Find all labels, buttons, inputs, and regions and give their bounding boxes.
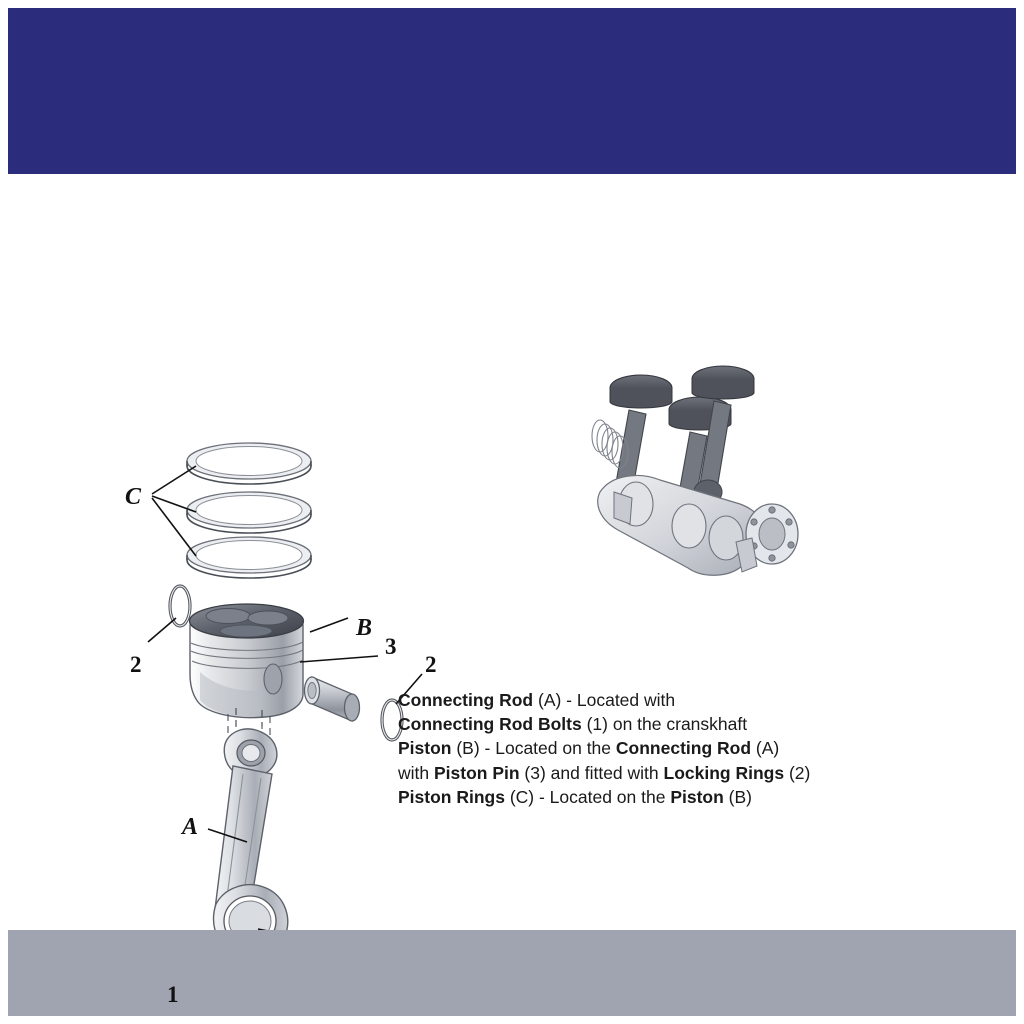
legend-part-name: Locking Rings bbox=[663, 762, 785, 783]
legend-part-text: (B) - Located on the bbox=[451, 738, 616, 759]
footer-band bbox=[8, 930, 1016, 1016]
legend-part-name: Connecting Rod bbox=[398, 690, 534, 710]
legend-part-text: (3) and fitted with bbox=[519, 762, 664, 783]
callout-c: C bbox=[125, 484, 142, 510]
leader-line-2-left bbox=[148, 618, 176, 642]
legend-part-text: (1) on the cranskhaft bbox=[581, 714, 748, 735]
legend-part-text: (A) - Located with bbox=[533, 690, 676, 710]
callout-b: B bbox=[356, 615, 373, 641]
legend-line bbox=[398, 761, 868, 785]
connecting-rod-group bbox=[214, 729, 288, 930]
exploded-view-diagram bbox=[0, 174, 1024, 1007]
callout-2-left: 2 bbox=[130, 652, 142, 677]
callout-1: 1 bbox=[167, 982, 179, 1007]
leader-line-3 bbox=[300, 656, 378, 662]
callout-3: 3 bbox=[385, 634, 397, 659]
legend-line bbox=[398, 736, 868, 760]
legend-line bbox=[398, 688, 868, 712]
legend-part-name: Piston bbox=[670, 786, 724, 807]
legend-part-name: Connecting Rod bbox=[615, 738, 752, 759]
piston-rings-group bbox=[187, 443, 311, 578]
diagram-svg bbox=[0, 174, 1024, 930]
callout-2-right: 2 bbox=[425, 652, 437, 677]
legend-part-name: Piston Pin bbox=[433, 762, 520, 783]
legend-part-text: with bbox=[398, 762, 434, 783]
legend-part-name: Connecting Rod Bolts bbox=[398, 714, 582, 735]
piston-group bbox=[190, 604, 304, 718]
callout-a: A bbox=[182, 814, 199, 840]
legend-text-block bbox=[398, 688, 868, 809]
leader-line-b bbox=[310, 618, 348, 632]
legend-part-name: Piston Rings bbox=[398, 786, 505, 807]
legend-part-text: (C) - Located on the bbox=[504, 786, 671, 807]
legend-part-text: (A) bbox=[751, 738, 780, 759]
legend-line bbox=[398, 785, 868, 809]
engine-assembly-illustration bbox=[592, 366, 798, 575]
legend-part-text: (B) bbox=[723, 786, 753, 807]
piston-pin-group bbox=[305, 677, 360, 721]
header-band bbox=[8, 8, 1016, 174]
legend-part-text: (2) bbox=[784, 762, 811, 783]
legend-line bbox=[398, 712, 868, 736]
legend-part-name: Piston bbox=[398, 738, 452, 759]
